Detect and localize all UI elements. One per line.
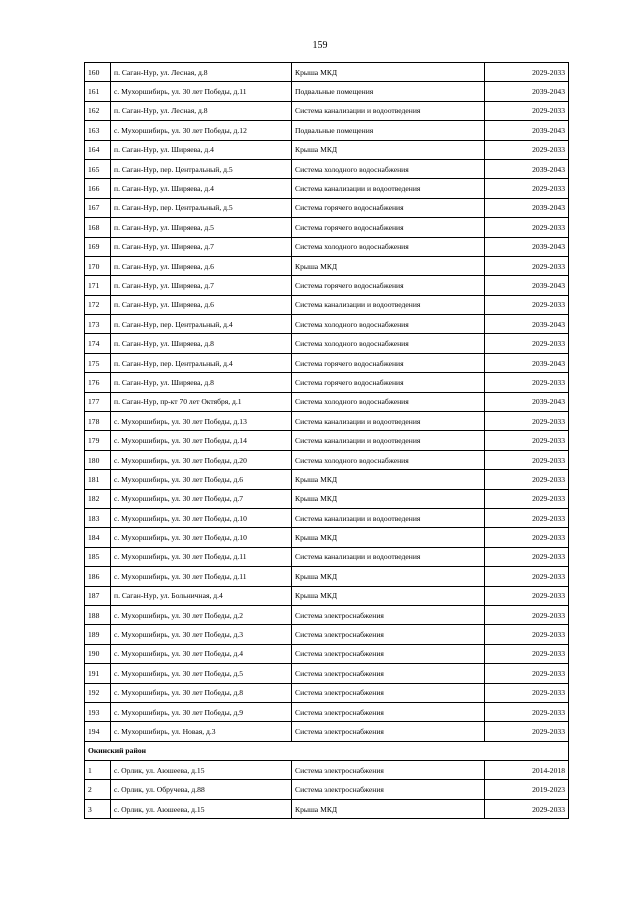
address-cell: с. Мухоршибирь, ул. 30 лет Победы, д.6 (111, 470, 292, 489)
table-row (85, 547, 569, 566)
address-cell: с. Мухоршибирь, ул. Новая, д.3 (111, 722, 292, 741)
period-cell: 2029-2033 (485, 567, 569, 586)
address-cell: с. Мухоршибирь, ул. 30 лет Победы, д.13 (111, 412, 292, 431)
period-cell: 2029-2033 (485, 722, 569, 741)
system-cell: Система канализации и водоотведения (292, 101, 485, 120)
system-cell: Подвальные помещения (292, 121, 485, 140)
row-number-cell: 179 (85, 431, 111, 450)
row-number-cell: 171 (85, 276, 111, 295)
row-number-cell: 170 (85, 256, 111, 275)
repair-schedule-table (84, 62, 569, 819)
system-cell: Крыша МКД (292, 63, 485, 82)
system-cell: Система холодного водоснабжения (292, 237, 485, 256)
table-row (85, 295, 569, 314)
system-cell: Крыша МКД (292, 528, 485, 547)
system-cell: Система горячего водоснабжения (292, 198, 485, 217)
row-number-cell: 182 (85, 489, 111, 508)
address-cell: с. Мухоршибирь, ул. 30 лет Победы, д.7 (111, 489, 292, 508)
period-cell: 2029-2033 (485, 218, 569, 237)
address-cell: с. Мухоршибирь, ул. 30 лет Победы, д.2 (111, 605, 292, 624)
period-cell: 2019-2023 (485, 780, 569, 799)
row-number-cell: 161 (85, 82, 111, 101)
system-cell: Система электроснабжения (292, 702, 485, 721)
table-row (85, 567, 569, 586)
row-number-cell: 178 (85, 412, 111, 431)
system-cell: Система канализации и водоотведения (292, 179, 485, 198)
address-cell: п. Саган-Нур, ул. Ширяева, д.7 (111, 237, 292, 256)
row-number-cell: 3 (85, 799, 111, 818)
period-cell: 2029-2033 (485, 664, 569, 683)
period-cell: 2029-2033 (485, 508, 569, 527)
row-number-cell: 177 (85, 392, 111, 411)
system-cell: Система электроснабжения (292, 761, 485, 780)
period-cell: 2039-2043 (485, 159, 569, 178)
address-cell: с. Мухоршибирь, ул. 30 лет Победы, д.10 (111, 508, 292, 527)
period-cell: 2029-2033 (485, 644, 569, 663)
address-cell: п. Саган-Нур, пер. Центральный, д.5 (111, 159, 292, 178)
row-number-cell: 186 (85, 567, 111, 586)
table-row (85, 431, 569, 450)
period-cell: 2039-2043 (485, 276, 569, 295)
address-cell: п. Саган-Нур, ул. Больничная, д.4 (111, 586, 292, 605)
system-cell: Система электроснабжения (292, 605, 485, 624)
address-cell: с. Мухоршибирь, ул. 30 лет Победы, д.11 (111, 547, 292, 566)
address-cell: п. Саган-Нур, пр-кт 70 лет Октября, д.1 (111, 392, 292, 411)
row-number-cell: 166 (85, 179, 111, 198)
period-cell: 2029-2033 (485, 799, 569, 818)
period-cell: 2029-2033 (485, 702, 569, 721)
row-number-cell: 185 (85, 547, 111, 566)
period-cell: 2029-2033 (485, 625, 569, 644)
table-row (85, 218, 569, 237)
address-cell: с. Мухоршибирь, ул. 30 лет Победы, д.8 (111, 683, 292, 702)
address-cell: п. Саган-Нур, ул. Ширяева, д.6 (111, 295, 292, 314)
system-cell: Система холодного водоснабжения (292, 450, 485, 469)
table-row (85, 508, 569, 527)
system-cell: Система электроснабжения (292, 625, 485, 644)
row-number-cell: 2 (85, 780, 111, 799)
table-row (85, 412, 569, 431)
system-cell: Крыша МКД (292, 489, 485, 508)
table-row (85, 121, 569, 140)
table-row (85, 179, 569, 198)
table-row (85, 82, 569, 101)
system-cell: Система холодного водоснабжения (292, 392, 485, 411)
row-number-cell: 188 (85, 605, 111, 624)
address-cell: с. Мухоршибирь, ул. 30 лет Победы, д.10 (111, 528, 292, 547)
row-number-cell: 176 (85, 373, 111, 392)
system-cell: Система горячего водоснабжения (292, 218, 485, 237)
address-cell: п. Саган-Нур, ул. Ширяева, д.5 (111, 218, 292, 237)
address-cell: с. Мухоршибирь, ул. 30 лет Победы, д.3 (111, 625, 292, 644)
row-number-cell: 162 (85, 101, 111, 120)
period-cell: 2039-2043 (485, 353, 569, 372)
address-cell: с. Орлик, ул. Аюшеева, д.15 (111, 799, 292, 818)
address-cell: с. Мухоршибирь, ул. 30 лет Победы, д.4 (111, 644, 292, 663)
address-cell: с. Орлик, ул. Аюшеева, д.15 (111, 761, 292, 780)
table-row (85, 470, 569, 489)
row-number-cell: 173 (85, 315, 111, 334)
period-cell: 2029-2033 (485, 373, 569, 392)
address-cell: п. Саган-Нур, ул. Ширяева, д.4 (111, 179, 292, 198)
system-cell: Система электроснабжения (292, 722, 485, 741)
address-cell: с. Мухоршибирь, ул. 30 лет Победы, д.11 (111, 82, 292, 101)
table-row (85, 237, 569, 256)
table-row (85, 140, 569, 159)
system-cell: Система горячего водоснабжения (292, 373, 485, 392)
period-cell: 2029-2033 (485, 295, 569, 314)
period-cell: 2029-2033 (485, 140, 569, 159)
row-number-cell: 167 (85, 198, 111, 217)
table-row (85, 353, 569, 372)
table-row (85, 644, 569, 663)
row-number-cell: 174 (85, 334, 111, 353)
system-cell: Система электроснабжения (292, 780, 485, 799)
system-cell: Крыша МКД (292, 470, 485, 489)
period-cell: 2029-2033 (485, 450, 569, 469)
system-cell: Система холодного водоснабжения (292, 159, 485, 178)
address-cell: п. Саган-Нур, пер. Центральный, д.4 (111, 353, 292, 372)
row-number-cell: 183 (85, 508, 111, 527)
system-cell: Крыша МКД (292, 256, 485, 275)
address-cell: п. Саган-Нур, ул. Ширяева, д.6 (111, 256, 292, 275)
address-cell: п. Саган-Нур, ул. Ширяева, д.7 (111, 276, 292, 295)
row-number-cell: 175 (85, 353, 111, 372)
table-row (85, 528, 569, 547)
system-cell: Система горячего водоснабжения (292, 353, 485, 372)
row-number-cell: 1 (85, 761, 111, 780)
system-cell: Система канализации и водоотведения (292, 508, 485, 527)
row-number-cell: 193 (85, 702, 111, 721)
period-cell: 2039-2043 (485, 315, 569, 334)
system-cell: Система электроснабжения (292, 644, 485, 663)
period-cell: 2029-2033 (485, 683, 569, 702)
system-cell: Система канализации и водоотведения (292, 431, 485, 450)
table-row (85, 198, 569, 217)
table-row (85, 101, 569, 120)
table-row (85, 373, 569, 392)
row-number-cell: 191 (85, 664, 111, 683)
period-cell: 2039-2043 (485, 121, 569, 140)
row-number-cell: 165 (85, 159, 111, 178)
page-number: 159 (312, 40, 328, 51)
row-number-cell: 172 (85, 295, 111, 314)
system-cell: Система горячего водоснабжения (292, 276, 485, 295)
row-number-cell: 184 (85, 528, 111, 547)
table-row (85, 722, 569, 741)
table-row (85, 256, 569, 275)
period-cell: 2029-2033 (485, 470, 569, 489)
row-number-cell: 180 (85, 450, 111, 469)
table-row (85, 315, 569, 334)
row-number-cell: 168 (85, 218, 111, 237)
period-cell: 2029-2033 (485, 431, 569, 450)
system-cell: Подвальные помещения (292, 82, 485, 101)
section-title: Окинский район (85, 741, 569, 760)
period-cell: 2029-2033 (485, 256, 569, 275)
table-row (85, 450, 569, 469)
system-cell: Крыша МКД (292, 586, 485, 605)
table-body (85, 63, 569, 819)
table-row (85, 702, 569, 721)
period-cell: 2029-2033 (485, 605, 569, 624)
table-row (85, 63, 569, 82)
period-cell: 2029-2033 (485, 179, 569, 198)
row-number-cell: 163 (85, 121, 111, 140)
period-cell: 2029-2033 (485, 334, 569, 353)
address-cell: п. Саган-Нур, пер. Центральный, д.5 (111, 198, 292, 217)
row-number-cell: 160 (85, 63, 111, 82)
period-cell: 2039-2043 (485, 237, 569, 256)
table-row (85, 625, 569, 644)
address-cell: п. Саган-Нур, ул. Ширяева, д.4 (111, 140, 292, 159)
address-cell: п. Саган-Нур, пер. Центральный, д.4 (111, 315, 292, 334)
table-row (85, 605, 569, 624)
system-cell: Система холодного водоснабжения (292, 334, 485, 353)
period-cell: 2039-2043 (485, 198, 569, 217)
period-cell: 2039-2043 (485, 82, 569, 101)
table-row (85, 664, 569, 683)
period-cell: 2029-2033 (485, 101, 569, 120)
period-cell: 2039-2043 (485, 392, 569, 411)
period-cell: 2029-2033 (485, 489, 569, 508)
row-number-cell: 190 (85, 644, 111, 663)
system-cell: Система электроснабжения (292, 683, 485, 702)
table-row (85, 392, 569, 411)
address-cell: с. Мухоршибирь, ул. 30 лет Победы, д.11 (111, 567, 292, 586)
period-cell: 2029-2033 (485, 547, 569, 566)
period-cell: 2014-2018 (485, 761, 569, 780)
system-cell: Система канализации и водоотведения (292, 547, 485, 566)
period-cell: 2029-2033 (485, 586, 569, 605)
row-number-cell: 169 (85, 237, 111, 256)
table-row (85, 276, 569, 295)
table-row (85, 683, 569, 702)
address-cell: с. Орлик, ул. Обручева, д.88 (111, 780, 292, 799)
table-row (85, 159, 569, 178)
table-row (85, 334, 569, 353)
system-cell: Крыша МКД (292, 140, 485, 159)
table-row (85, 586, 569, 605)
period-cell: 2029-2033 (485, 528, 569, 547)
section-header-row (85, 741, 569, 760)
address-cell: п. Саган-Нур, ул. Лесная, д.8 (111, 63, 292, 82)
address-cell: с. Мухоршибирь, ул. 30 лет Победы, д.12 (111, 121, 292, 140)
system-cell: Система электроснабжения (292, 664, 485, 683)
system-cell: Система холодного водоснабжения (292, 315, 485, 334)
table-row (85, 799, 569, 818)
address-cell: с. Мухоршибирь, ул. 30 лет Победы, д.14 (111, 431, 292, 450)
address-cell: п. Саган-Нур, ул. Лесная, д.8 (111, 101, 292, 120)
period-cell: 2029-2033 (485, 63, 569, 82)
row-number-cell: 181 (85, 470, 111, 489)
system-cell: Крыша МКД (292, 799, 485, 818)
table-row (85, 489, 569, 508)
row-number-cell: 189 (85, 625, 111, 644)
address-cell: п. Саган-Нур, ул. Ширяева, д.8 (111, 334, 292, 353)
table-row (85, 780, 569, 799)
address-cell: п. Саган-Нур, ул. Ширяева, д.8 (111, 373, 292, 392)
row-number-cell: 187 (85, 586, 111, 605)
table-row (85, 761, 569, 780)
system-cell: Система канализации и водоотведения (292, 412, 485, 431)
system-cell: Система канализации и водоотведения (292, 295, 485, 314)
system-cell: Крыша МКД (292, 567, 485, 586)
row-number-cell: 192 (85, 683, 111, 702)
address-cell: с. Мухоршибирь, ул. 30 лет Победы, д.20 (111, 450, 292, 469)
row-number-cell: 194 (85, 722, 111, 741)
period-cell: 2029-2033 (485, 412, 569, 431)
address-cell: с. Мухоршибирь, ул. 30 лет Победы, д.5 (111, 664, 292, 683)
address-cell: с. Мухоршибирь, ул. 30 лет Победы, д.9 (111, 702, 292, 721)
row-number-cell: 164 (85, 140, 111, 159)
